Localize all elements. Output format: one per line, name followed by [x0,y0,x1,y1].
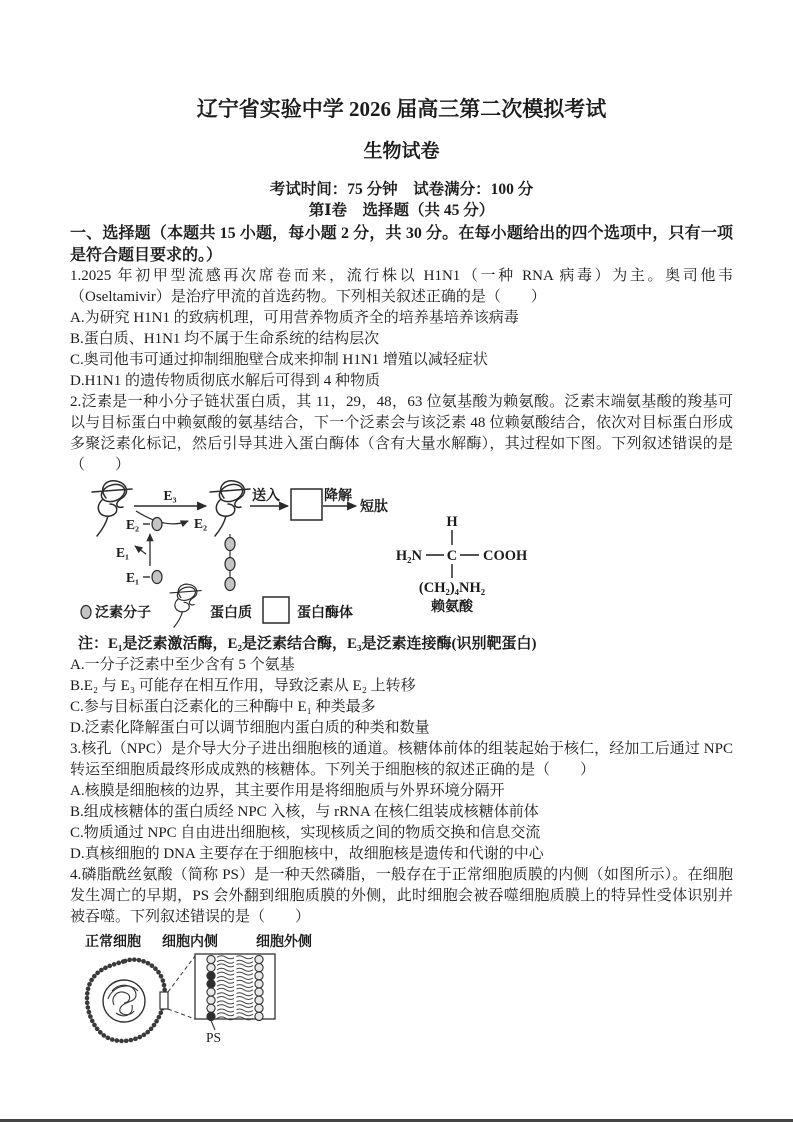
question-1-stem: 1.2025 年初甲型流感再次席卷而来，流行株以 H1N1（一种 RNA 病毒）为主。奥司他韦（Oseltamivir）是治疗甲流的首选药物。下列相关叙述正确的是（ ） [70,268,733,305]
question-3-option-b: B.组成核糖体的蛋白质经 NPC 入核，与 rRNA 在核仁组装成核糖体前体 [70,804,539,820]
page-title: 辽宁省实验中学 2026 届高三第二次模拟考试 [196,97,607,121]
question-1-option-d: D.H1N1 的遗传物质彻底水解后可得到 4 种物质 [70,373,380,389]
question-3-stem: 3.核孔（NPC）是介导大分子进出细胞核的通道。核糖体前体的组装起始于核仁，经加工后通过 NPC 转运至细胞质最终形成成熟的核糖体。下列关于细胞核的叙述正确的是（ ） [70,741,733,778]
ps-label: PS [206,1030,222,1045]
question-4-stem: 4.磷脂酰丝氨酸（简称 PS）是一种天然磷脂，一般存在于正常细胞质膜的内侧（如图所示）。在细胞发生凋亡的早期，PS 会外翻到细胞质膜的外侧，此时细胞会被吞噬细胞质膜上的特异性受体识别并被吞噬。下列叙述错误的是（ ） [70,867,733,925]
e1-enzyme-label: E₁ [116,545,130,560]
h-atom-label: H [446,514,458,530]
page-subtitle: 生物试卷 [363,141,440,162]
question-1-option-a: A.为研究 H1N1 的致病机理，可用营养物质齐全的培养基培养该病毒 [70,310,519,326]
exam-info-line: 考试时间：75 分钟 试卷满分：100 分 [269,181,534,198]
question-3-option-d: D.真核细胞的 DNA 主要存在于细胞核中，故细胞核是遗传和代谢的中心 [70,846,544,862]
ps-head-icon [207,980,215,988]
e1-conjugate-label: E₁ [126,570,140,585]
amino-group-label: H₂N [395,548,422,564]
question-2-note: 注：E₁是泛素激活酶，E₂是泛素结合酶，E₃是泛素连接酶(识别靶蛋白) [78,636,537,652]
question-3-option-c: C.物质通过 NPC 自由进出细胞核，实现核质之间的物质交换和信息交流 [70,825,541,841]
side-chain-label: (CH₂)₄NH₂ [418,580,486,596]
question-2-option-a: A.一分子泛素中至少含有 5 个氨基 [70,657,295,673]
section-title: 第Ⅰ卷 选择题（共 45 分） [308,202,495,219]
e1-release-arrow [135,546,146,554]
question-2-stem: 2.泛素是一种小分子链状蛋白质，其 11，29，48，63 位氨基酸为赖氨酸。泛素末端氨基酸的羧基可以与目标蛋白中赖氨酸的氨基结合，下一个泛素会与该泛素 48 位赖氨酸结合，依次对目标蛋白形成多聚泛素化标记，然后引导其进入蛋白酶体（含有大量水解酶），其过程如下图。下列叙述错误的是（ ） [70,394,733,473]
question-1-option-b: B.蛋白质、H1N1 均不属于生命系统的结构层次 [70,331,380,347]
inner-side-label: 细胞内侧 [162,935,218,950]
ubiquitin-icon [225,538,235,551]
e3-enzyme-label: E₃ [163,488,177,503]
legend-proteasome-icon [263,597,289,623]
send-in-label: 送入 [252,489,280,504]
lysine-name-label: 赖氨酸 [431,600,473,615]
cell-membrane-beads [87,960,165,1041]
carboxyl-group-label: COOH [483,548,528,564]
ps-head-icon [207,972,215,980]
legend-protein-label: 蛋白质 [210,606,252,621]
zoom-region-marker [160,992,168,1009]
legend-ubiquitin-label: 泛素分子 [95,606,151,621]
carbon-label: C [446,548,458,564]
question-3-option-a: A.核膜是细胞核的边界，其主要作用是将细胞质与外界环境分隔开 [70,783,505,799]
tagged-protein-icon [210,481,250,536]
normal-cell-label: 正常细胞 [85,935,141,950]
degrade-label: 降解 [324,489,352,504]
membrane-bilayer-icon [195,954,275,1021]
e2-conjugate-label: E₂ [126,517,140,532]
question-2-option-d: D.泛素化降解蛋白可以调节细胞内蛋白质的种类和数量 [70,720,430,736]
proteasome-box-icon [291,489,322,520]
question-2-option-b: B.E₂ 与 E₃ 可能存在相互作用，导致泛素从 E₂ 上转移 [70,678,416,694]
question-1-option-c: C.奥司他韦可通过抑制细胞壁合成来抑制 H1N1 增殖以减轻症状 [70,352,488,368]
ubiquitin-icon [225,578,235,591]
legend-protein-icon [170,584,201,627]
ps-head-icon [207,1012,215,1020]
cell-icon [87,960,165,1041]
short-peptide-label: 短肽 [360,500,388,515]
question-2-option-c: C.参与目标蛋白泛素化的三种酶中 E₁ 种类最多 [70,699,376,715]
ubiquitin-icon [225,558,235,571]
outer-side-label: 细胞外侧 [256,935,312,950]
ubiquitin-icon [152,518,162,531]
part-heading: 一、选择题（本题共 15 小题，每小题 2 分，共 30 分。在每小题给出的四个选项中，只有一项是符合题目要求的。） [70,225,733,264]
lysine-structure [396,514,528,615]
ubiquitin-icon [152,571,162,584]
document-content [70,95,733,1065]
legend-proteasome-label: 蛋白酶体 [297,606,353,621]
q4-membrane-diagram [70,931,350,1065]
q2-ubiquitination-diagram [70,476,733,634]
legend-ubiquitin-icon [81,606,91,619]
e2-enzyme-label: E₂ [194,516,208,531]
